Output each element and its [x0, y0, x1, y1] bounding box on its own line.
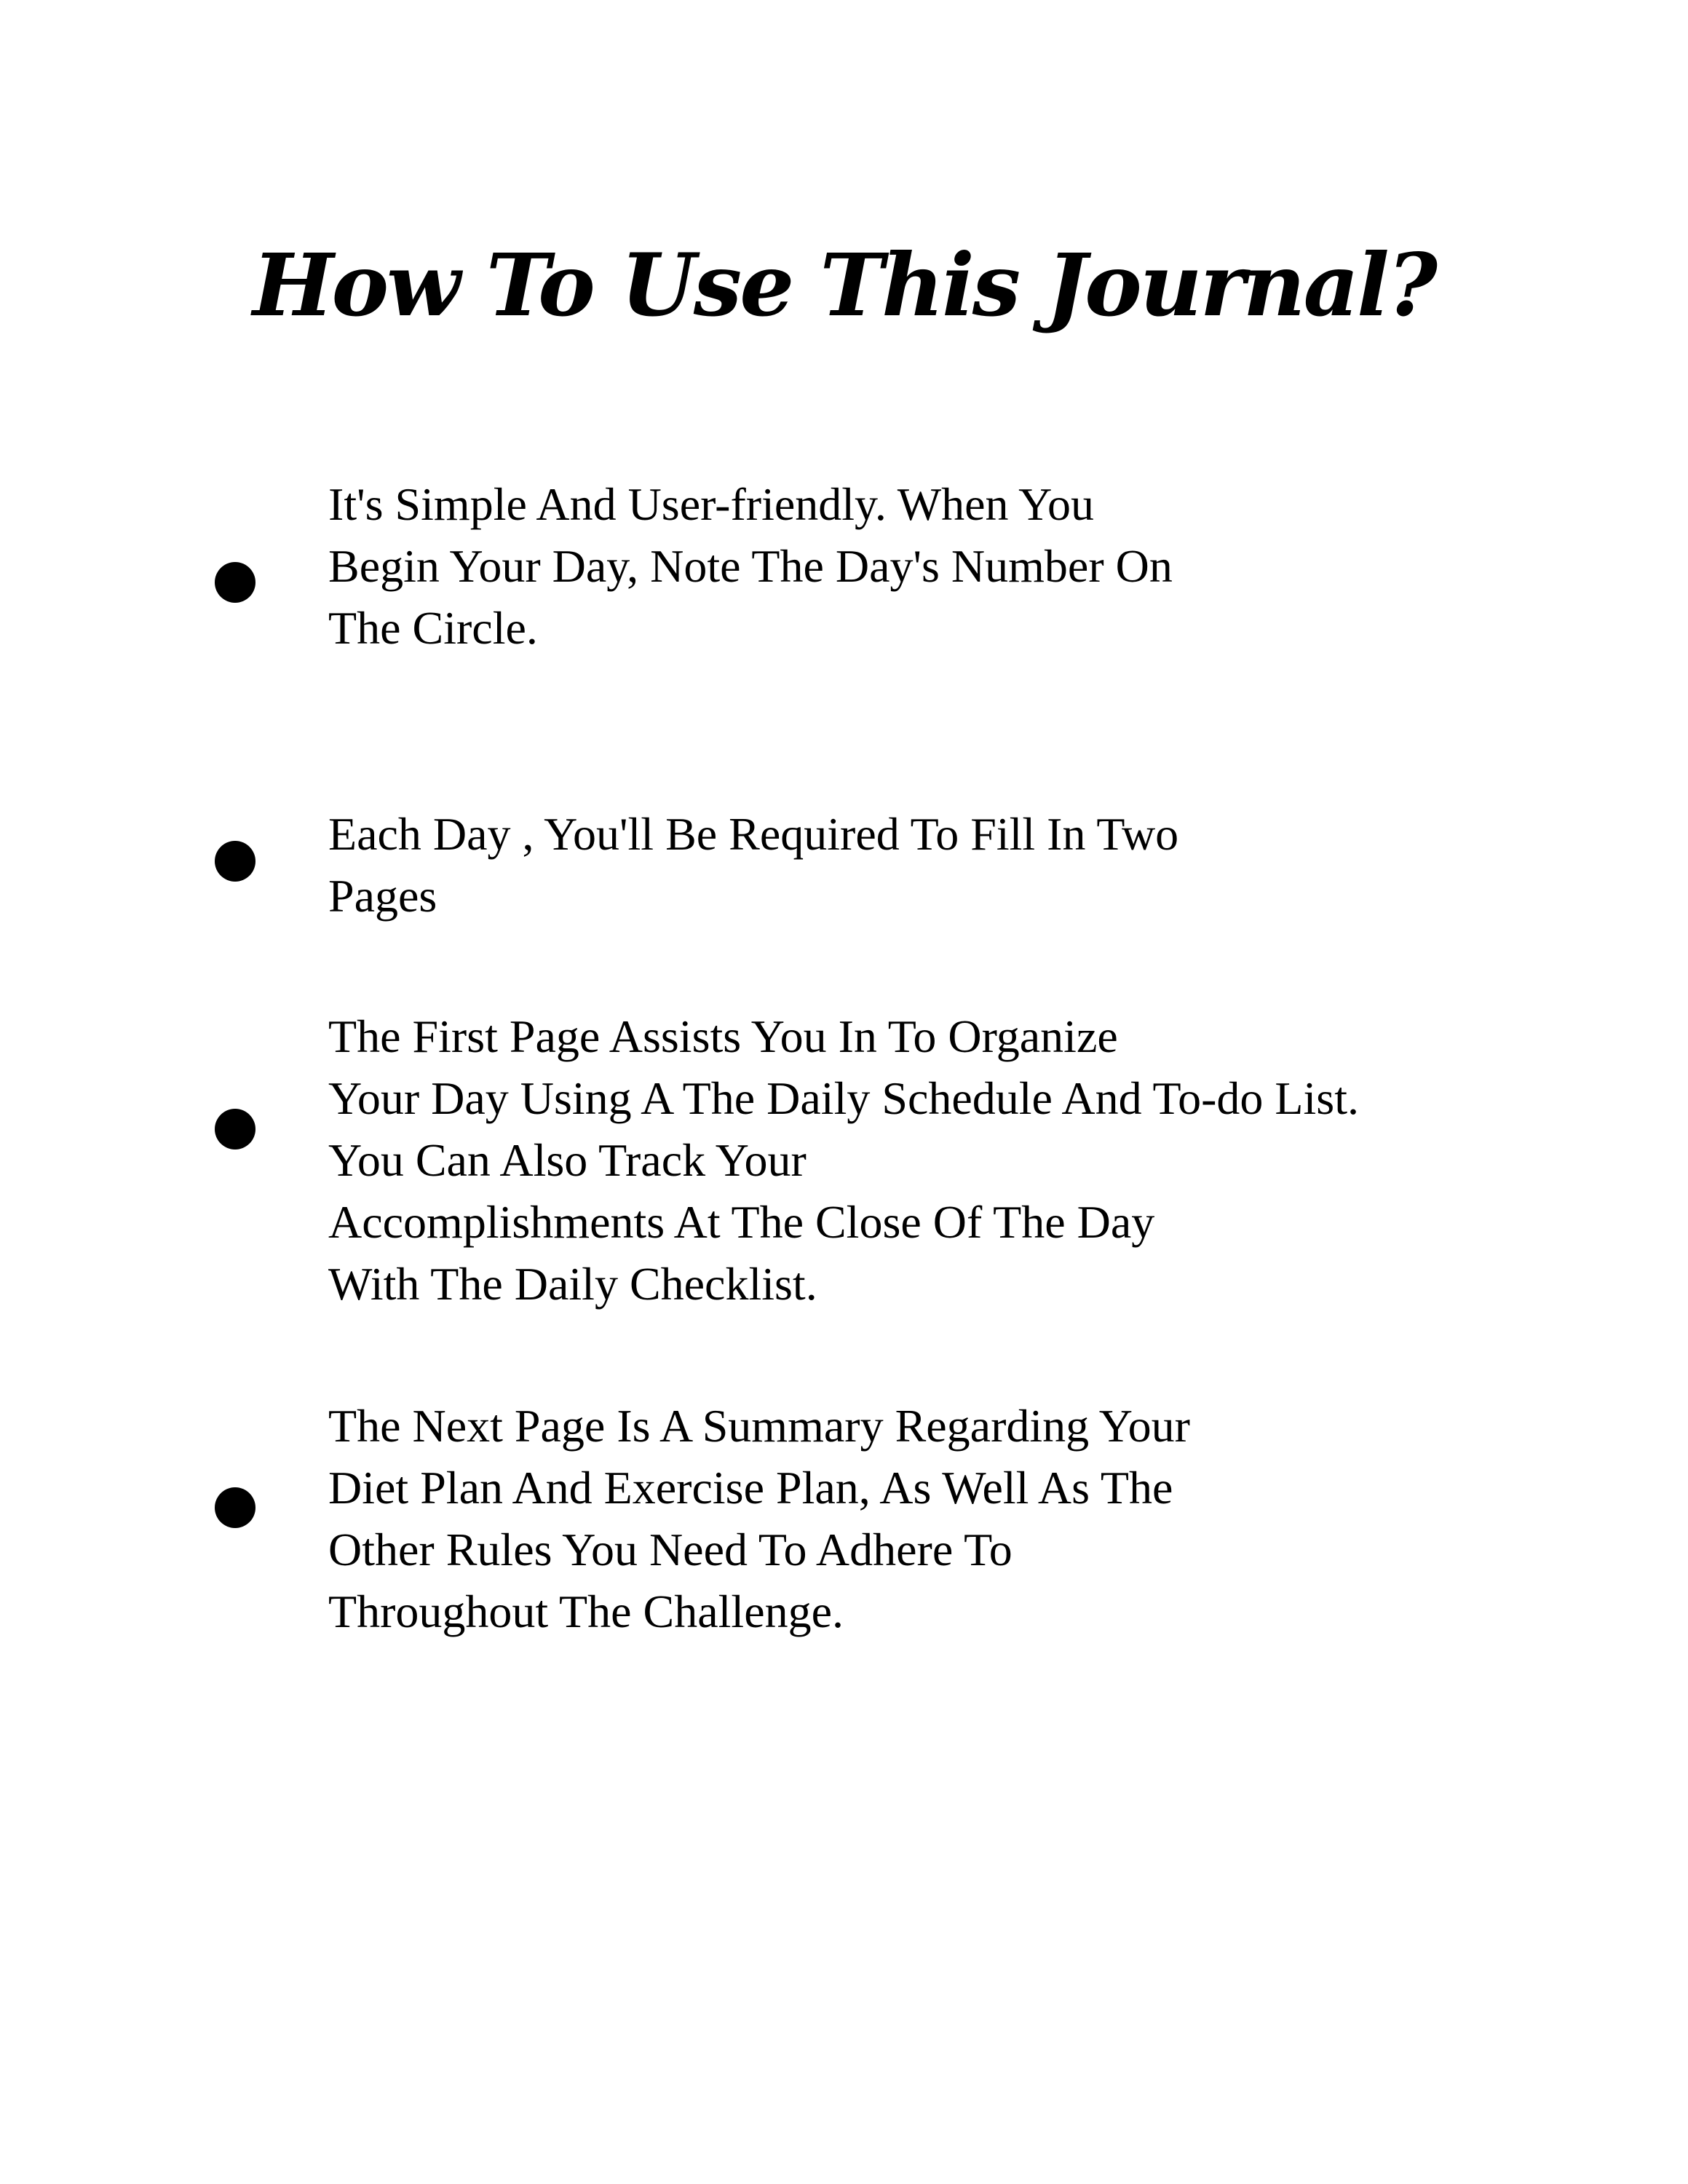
text-line: The First Page Assists You In To Organize: [328, 1010, 1118, 1062]
text-line: Each Day , You'll Be Required To Fill In Two: [328, 808, 1179, 860]
list-item-text: [328, 473, 1173, 659]
text-line: You Can Also Track Your: [328, 1134, 807, 1186]
text-line: Accomplishments At The Close Of The Day: [328, 1196, 1155, 1248]
list-item-text: [328, 803, 1178, 927]
page-title: How To Use This Journal?: [252, 234, 1436, 336]
list-item-text: [328, 1005, 1359, 1315]
bullet-dot-icon: [215, 1109, 255, 1150]
text-line: Pages: [328, 870, 437, 922]
text-line: Other Rules You Need To Adhere To: [328, 1524, 1013, 1575]
text-line: Diet Plan And Exercise Plan, As Well As The: [328, 1462, 1173, 1514]
text-line: It's Simple And User-friendly. When You: [328, 478, 1094, 530]
bullet-dot-icon: [215, 1487, 255, 1528]
text-line: Throughout The Challenge.: [328, 1586, 844, 1637]
text-line: Begin Your Day, Note The Day's Number On: [328, 540, 1173, 592]
bullet-dot-icon: [215, 841, 255, 882]
text-line: The Next Page Is A Summary Regarding Your: [328, 1400, 1190, 1452]
bullet-dot-icon: [215, 562, 255, 603]
text-line: Your Day Using A The Daily Schedule And To-do List.: [328, 1072, 1359, 1124]
text-line: The Circle.: [328, 602, 538, 654]
list-item-text: [328, 1395, 1190, 1642]
text-line: With The Daily Checklist.: [328, 1258, 817, 1310]
